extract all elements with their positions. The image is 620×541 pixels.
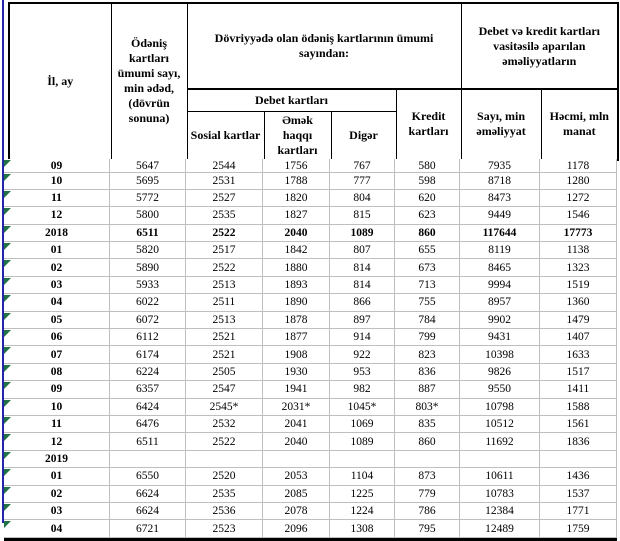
row-label-cell[interactable]: 01	[4, 242, 110, 258]
cell-error-indicator-icon	[4, 330, 11, 337]
data-cell[interactable]: 2531	[186, 173, 263, 189]
data-cell[interactable]: 914	[330, 329, 395, 345]
data-cell[interactable]: 1089	[330, 225, 395, 241]
header-cell-debet-ve-kredit[interactable]: Debet və kredit kartları vasitəsilə aparılan əməliyyatların	[461, 3, 618, 89]
cell-error-indicator-icon	[4, 452, 11, 459]
row-label-cell[interactable]: 06	[4, 329, 110, 345]
data-cell[interactable]: 922	[330, 346, 395, 362]
data-cell[interactable]: 1089	[330, 433, 395, 449]
header-cell-sayi[interactable]: Sayı, min əməliyyat	[461, 89, 541, 160]
row-label-cell[interactable]: 11	[4, 416, 110, 432]
header-cell-emek-haqqi-kartlari[interactable]: Əmək haqqı kartları	[264, 111, 331, 160]
data-cell[interactable]: 6624	[110, 486, 186, 502]
data-cell[interactable]: 755	[395, 294, 460, 310]
data-cell[interactable]: 620	[395, 190, 460, 206]
data-cell[interactable]: 623	[395, 207, 460, 223]
data-cell[interactable]: 1272	[540, 190, 617, 206]
data-cell[interactable]: 1633	[540, 346, 617, 362]
data-cell[interactable]: 2536	[186, 503, 263, 519]
data-cell[interactable]: 5933	[110, 277, 186, 293]
cell-error-indicator-icon	[4, 295, 11, 302]
table-row	[4, 520, 617, 537]
row-label-cell[interactable]: 03	[4, 503, 110, 519]
data-cell[interactable]: 6072	[110, 312, 186, 328]
header-cell-debet-kartlari[interactable]: Debet kartları	[187, 89, 396, 111]
data-cell[interactable]: 2513	[186, 312, 263, 328]
cell-error-indicator-icon	[4, 260, 11, 267]
data-cell[interactable]: 2505	[186, 364, 263, 380]
table-row	[4, 277, 617, 294]
data-cell[interactable]: 2521	[186, 346, 263, 362]
header-cell-dovriyyede[interactable]: Dövriyyədə olan ödəniş kartlarının ümumi sayından:	[187, 3, 461, 89]
data-cell[interactable]: 6424	[110, 399, 186, 415]
row-label-cell[interactable]: 09	[4, 381, 110, 397]
table-row	[4, 173, 617, 190]
cell-error-indicator-icon	[4, 400, 11, 407]
row-label-cell[interactable]: 08	[4, 364, 110, 380]
data-cell[interactable]: 9994	[460, 277, 540, 293]
data-cell[interactable]: 860	[395, 225, 460, 241]
table-row	[4, 225, 617, 242]
data-cell[interactable]	[540, 451, 617, 467]
data-cell[interactable]: 6476	[110, 416, 186, 432]
data-cell[interactable]: 673	[395, 259, 460, 275]
data-cell[interactable]: 814	[330, 259, 395, 275]
row-label-cell[interactable]: 04	[4, 520, 110, 536]
data-cell[interactable]: 1537	[540, 486, 617, 502]
data-cell[interactable]: 1756	[263, 159, 330, 172]
data-cell[interactable]: 1836	[540, 433, 617, 449]
data-cell[interactable]: 2511	[186, 294, 263, 310]
table-row	[4, 190, 617, 207]
data-cell[interactable]: 11692	[460, 433, 540, 449]
data-cell[interactable]: 767	[330, 159, 395, 172]
table-row	[4, 486, 617, 503]
data-cell[interactable]: 5695	[110, 173, 186, 189]
data-cell[interactable]: 5800	[110, 207, 186, 223]
data-cell[interactable]: 2535	[186, 207, 263, 223]
table-row	[4, 503, 617, 520]
data-cell[interactable]: 8119	[460, 242, 540, 258]
data-cell[interactable]: 10512	[460, 416, 540, 432]
data-cell[interactable]: 1178	[540, 159, 617, 172]
data-cell[interactable]: 887	[395, 381, 460, 397]
data-cell[interactable]: 9550	[460, 381, 540, 397]
cell-error-indicator-icon	[4, 469, 11, 476]
row-label-cell[interactable]: 02	[4, 486, 110, 502]
data-cell[interactable]: 1407	[540, 329, 617, 345]
data-cell[interactable]: 8465	[460, 259, 540, 275]
data-cell[interactable]: 2520	[186, 468, 263, 484]
row-label-cell[interactable]: 04	[4, 294, 110, 310]
row-label-cell[interactable]: 2018	[4, 225, 110, 241]
table-row	[4, 451, 617, 468]
data-cell[interactable]: 1436	[540, 468, 617, 484]
data-cell[interactable]: 777	[330, 173, 395, 189]
data-cell[interactable]: 814	[330, 277, 395, 293]
data-cell[interactable]: 779	[395, 486, 460, 502]
data-cell[interactable]: 1519	[540, 277, 617, 293]
data-cell[interactable]: 1069	[330, 416, 395, 432]
data-cell[interactable]: 2078	[263, 503, 330, 519]
cell-error-indicator-icon	[4, 191, 11, 198]
data-cell[interactable]: 953	[330, 364, 395, 380]
data-cell[interactable]: 12489	[460, 520, 540, 536]
data-cell[interactable]: 1930	[263, 364, 330, 380]
data-cell[interactable]: 1045*	[330, 399, 395, 415]
data-cell[interactable]: 6224	[110, 364, 186, 380]
data-cell[interactable]: 6721	[110, 520, 186, 536]
data-cell[interactable]	[330, 451, 395, 467]
cell-error-indicator-icon	[4, 417, 11, 424]
data-cell[interactable]: 1138	[540, 242, 617, 258]
data-cell[interactable]: 9449	[460, 207, 540, 223]
data-cell[interactable]: 580	[395, 159, 460, 172]
data-cell[interactable]: 1104	[330, 468, 395, 484]
data-cell[interactable]: 823	[395, 346, 460, 362]
cell-error-indicator-icon	[4, 365, 11, 372]
data-cell[interactable]: 2041	[263, 416, 330, 432]
row-label-cell[interactable]: 02	[4, 259, 110, 275]
data-cell[interactable]: 1588	[540, 399, 617, 415]
row-label-cell[interactable]: 10	[4, 399, 110, 415]
data-cell[interactable]: 804	[330, 190, 395, 206]
row-label-cell[interactable]: 12	[4, 433, 110, 449]
header-cell-il-ay[interactable]: İl, ay	[9, 3, 111, 160]
data-cell[interactable]: 815	[330, 207, 395, 223]
row-label-cell[interactable]: 05	[4, 312, 110, 328]
data-cell[interactable]: 2040	[263, 433, 330, 449]
data-cell[interactable]: 2031*	[263, 399, 330, 415]
cell-error-indicator-icon	[4, 434, 11, 441]
data-cell[interactable]: 2085	[263, 486, 330, 502]
data-cell[interactable]: 803*	[395, 399, 460, 415]
data-cell[interactable]: 5772	[110, 190, 186, 206]
table-header	[8, 2, 619, 161]
data-cell[interactable]: 5647	[110, 159, 186, 172]
cell-error-indicator-icon	[4, 504, 11, 511]
cell-error-indicator-icon	[4, 160, 11, 167]
data-cell[interactable]	[110, 451, 186, 467]
data-cell[interactable]: 6624	[110, 503, 186, 519]
data-cell[interactable]: 2527	[186, 190, 263, 206]
data-cell[interactable]: 1561	[540, 416, 617, 432]
data-cell[interactable]: 2040	[263, 225, 330, 241]
row-label-cell[interactable]: 11	[4, 190, 110, 206]
table-row	[4, 159, 617, 173]
data-cell[interactable]: 5890	[110, 259, 186, 275]
data-cell[interactable]: 2521	[186, 329, 263, 345]
header-cell-diger[interactable]: Digər	[331, 111, 396, 160]
data-cell[interactable]: 1788	[263, 173, 330, 189]
cell-error-indicator-icon	[4, 243, 11, 250]
data-cell[interactable]: 8473	[460, 190, 540, 206]
table-row	[4, 399, 617, 416]
data-cell[interactable]: 1880	[263, 259, 330, 275]
data-cell[interactable]: 1842	[263, 242, 330, 258]
data-cell[interactable]: 836	[395, 364, 460, 380]
data-cell[interactable]: 1323	[540, 259, 617, 275]
row-label-cell[interactable]: 10	[4, 173, 110, 189]
data-cell[interactable]: 2053	[263, 468, 330, 484]
cell-error-indicator-icon	[4, 382, 11, 389]
header-cell-kredit-kartlari[interactable]: Kredit kartları	[396, 89, 461, 160]
data-cell[interactable]: 835	[395, 416, 460, 432]
table-row	[4, 294, 617, 311]
data-cell[interactable]: 799	[395, 329, 460, 345]
data-cell[interactable]: 12384	[460, 503, 540, 519]
data-cell[interactable]: 2547	[186, 381, 263, 397]
data-cell[interactable]: 1308	[330, 520, 395, 536]
data-cell[interactable]: 8957	[460, 294, 540, 310]
data-cell[interactable]	[395, 451, 460, 467]
data-cell[interactable]: 6511	[110, 225, 186, 241]
row-label-cell[interactable]: 12	[4, 207, 110, 223]
data-cell[interactable]: 6511	[110, 433, 186, 449]
table-row	[4, 242, 617, 259]
table-body	[4, 159, 617, 541]
data-cell[interactable]: 2513	[186, 277, 263, 293]
table-row	[4, 364, 617, 381]
cell-error-indicator-icon	[4, 487, 11, 494]
data-cell[interactable]: 1820	[263, 190, 330, 206]
row-label-cell[interactable]: 03	[4, 277, 110, 293]
data-cell[interactable]	[263, 451, 330, 467]
data-cell[interactable]: 2522	[186, 259, 263, 275]
header-cell-hecmi[interactable]: Həcmi, mln manat	[541, 89, 618, 160]
data-cell[interactable]: 1517	[540, 364, 617, 380]
data-cell[interactable]: 713	[395, 277, 460, 293]
data-cell[interactable]: 860	[395, 433, 460, 449]
data-cell[interactable]: 1280	[540, 173, 617, 189]
row-label-cell[interactable]: 07	[4, 346, 110, 362]
data-cell[interactable]: 1890	[263, 294, 330, 310]
data-cell[interactable]: 2532	[186, 416, 263, 432]
data-cell[interactable]: 6112	[110, 329, 186, 345]
table-row	[4, 329, 617, 346]
data-cell[interactable]: 866	[330, 294, 395, 310]
row-label-cell[interactable]: 01	[4, 468, 110, 484]
data-cell[interactable]: 2522	[186, 433, 263, 449]
header-cell-odenis-kartlari[interactable]: Ödəniş kartları ümumi sayı, min ədəd, (dövrün sonuna)	[111, 3, 187, 160]
data-cell[interactable]: 6174	[110, 346, 186, 362]
data-cell[interactable]: 1941	[263, 381, 330, 397]
data-cell[interactable]: 2545*	[186, 399, 263, 415]
table-row	[4, 468, 617, 485]
data-cell[interactable]: 1877	[263, 329, 330, 345]
data-cell[interactable]: 795	[395, 520, 460, 536]
data-cell[interactable]: 10783	[460, 486, 540, 502]
data-cell[interactable]: 7935	[460, 159, 540, 172]
data-cell[interactable]: 2517	[186, 242, 263, 258]
table-row	[4, 381, 617, 398]
data-cell[interactable]	[186, 451, 263, 467]
data-cell[interactable]: 6022	[110, 294, 186, 310]
data-cell[interactable]: 1893	[263, 277, 330, 293]
data-cell[interactable]: 897	[330, 312, 395, 328]
row-label-cell[interactable]: 2019	[4, 451, 110, 467]
table-row	[4, 433, 617, 450]
data-cell[interactable]: 1479	[540, 312, 617, 328]
table-row	[4, 207, 617, 224]
table-row	[4, 312, 617, 329]
data-cell[interactable]: 598	[395, 173, 460, 189]
header-cell-sosial-kartlar[interactable]: Sosial kartlar	[187, 111, 264, 160]
data-cell[interactable]: 10611	[460, 468, 540, 484]
data-cell[interactable]: 807	[330, 242, 395, 258]
data-cell[interactable]: 655	[395, 242, 460, 258]
data-cell[interactable]: 1546	[540, 207, 617, 223]
data-cell[interactable]: 786	[395, 503, 460, 519]
data-cell[interactable]: 2096	[263, 520, 330, 536]
data-cell[interactable]: 117644	[460, 225, 540, 241]
cell-error-indicator-icon	[4, 521, 11, 528]
data-cell[interactable]	[460, 451, 540, 467]
data-cell[interactable]: 9431	[460, 329, 540, 345]
cell-error-indicator-icon	[4, 278, 11, 285]
data-cell[interactable]: 1224	[330, 503, 395, 519]
data-cell[interactable]: 1225	[330, 486, 395, 502]
data-cell[interactable]: 1759	[540, 520, 617, 536]
data-cell[interactable]: 10398	[460, 346, 540, 362]
data-cell[interactable]: 1827	[263, 207, 330, 223]
data-cell[interactable]: 5820	[110, 242, 186, 258]
data-cell[interactable]: 1411	[540, 381, 617, 397]
data-cell[interactable]: 2544	[186, 159, 263, 172]
data-cell[interactable]: 2522	[186, 225, 263, 241]
data-cell[interactable]: 1771	[540, 503, 617, 519]
data-cell[interactable]: 17773	[540, 225, 617, 241]
data-cell[interactable]: 10798	[460, 399, 540, 415]
data-cell[interactable]: 873	[395, 468, 460, 484]
data-cell[interactable]: 982	[330, 381, 395, 397]
table-row	[4, 259, 617, 276]
data-cell[interactable]: 1908	[263, 346, 330, 362]
cell-error-indicator-icon	[4, 174, 11, 181]
cell-error-indicator-icon	[4, 313, 11, 320]
data-cell[interactable]: 9826	[460, 364, 540, 380]
data-cell[interactable]: 9902	[460, 312, 540, 328]
data-cell[interactable]: 1878	[263, 312, 330, 328]
data-cell[interactable]: 6357	[110, 381, 186, 397]
data-cell[interactable]: 2535	[186, 486, 263, 502]
data-cell[interactable]: 6550	[110, 468, 186, 484]
data-cell[interactable]: 1360	[540, 294, 617, 310]
data-cell[interactable]: 784	[395, 312, 460, 328]
table-row	[4, 346, 617, 363]
cell-error-indicator-icon	[4, 226, 11, 233]
row-label-cell[interactable]: 09	[4, 159, 110, 172]
data-cell[interactable]: 2523	[186, 520, 263, 536]
data-cell[interactable]: 8718	[460, 173, 540, 189]
table-row	[4, 416, 617, 433]
cell-error-indicator-icon	[4, 347, 11, 354]
cell-error-indicator-icon	[4, 208, 11, 215]
